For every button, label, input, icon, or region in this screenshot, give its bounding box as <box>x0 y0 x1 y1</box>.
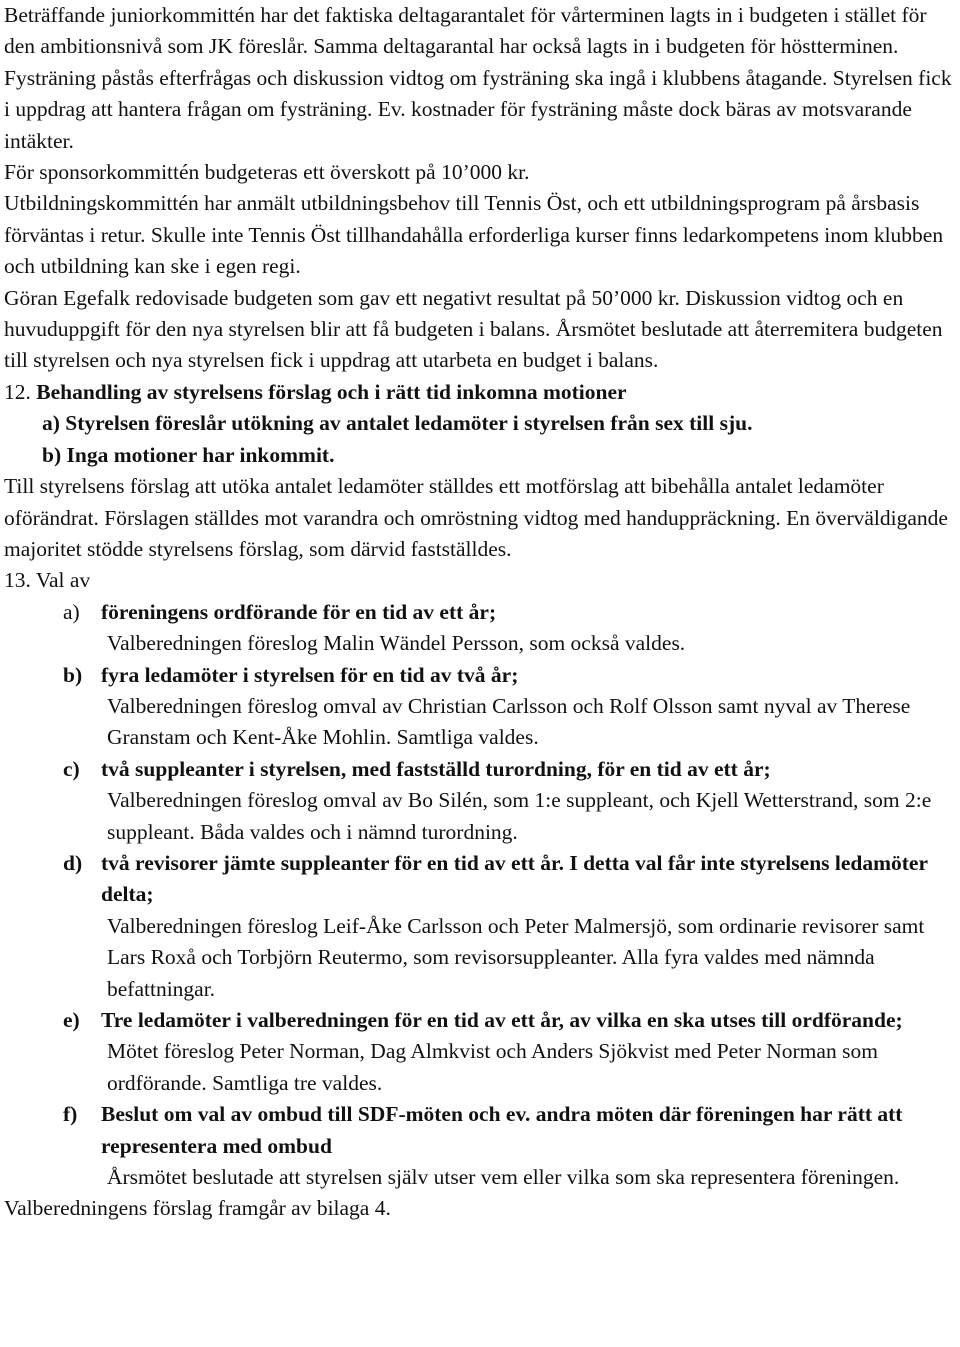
paragraph-budget-result: Göran Egefalk redovisade budgeten som gav ett negativt resultat på 50’000 kr. Diskussion vidtog och en huvuduppgift för den nya styrelsen blir att få budgeten i balans. Årsmötet beslutade att återremitera budgeten till styrelsen och nya styrelsen fick i uppdrag att utarbeta en budget i balans. <box>4 285 943 373</box>
item-title: två revisorer jämte suppleanter för en tid av ett år. I detta val får inte styrelsens ledamöter delta; <box>101 850 928 907</box>
section-13-heading: 13. Val av <box>4 568 91 593</box>
paragraph-education-committee: Utbildningskommittén har anmält utbildningsbehov till Tennis Öst, och ett utbildningsprogram på årsbasis förväntas i retur. Skulle inte Tennis Öst tillhandahålla erforderliga kurser finns ledarkompetens inom klubben och utbildning kan ske i egen regi. <box>4 191 944 279</box>
item-answer: Mötet föreslog Peter Norman, Dag Almkvist och Anders Sjökvist med Peter Norman som ordförande. Samtliga tre valdes. <box>107 1039 878 1095</box>
paragraph-junior-committee: Beträffande juniorkommittén har det faktiska deltagarantalet för vårterminen lagts in i budgeten i stället för den ambitionsnivå som JK föreslår. Samma deltagarantal har också lagts in i budgeten för höstterminen. Fysträning påstås efterfrågas och diskussion vidtog om fysträning ska ingå i klubbens åtagande. Styrelsen fick i uppdrag att hantera frågan om fysträning. Ev. kostnader för fysträning måste dock bäras av motsvarande intäkter. <box>4 3 952 153</box>
election-item-c <box>4 754 956 785</box>
item-letter: d) <box>63 850 83 875</box>
section-12-heading <box>4 377 956 408</box>
item-title: Beslut om val av ombud till SDF-möten och ev. andra möten där föreningen har rätt att representera med ombud <box>101 1102 903 1158</box>
election-item-a <box>4 597 956 628</box>
election-item-d <box>4 848 956 911</box>
item-title: föreningens ordförande för en tid av ett år; <box>101 599 497 624</box>
item-letter: e) <box>63 1008 80 1032</box>
item-answer: Valberedningen föreslog omval av Christian Carlsson och Rolf Olsson samt nyval av Therese Granstam och Kent-Åke Mohlin. Samtliga valdes. <box>107 693 911 750</box>
item-title: två suppleanter i styrelsen, med fastställd turordning, för en tid av ett år; <box>101 756 771 781</box>
item-letter: a) <box>63 599 80 624</box>
item-title: fyra ledamöter i styrelsen för en tid av två år; <box>101 662 519 687</box>
item-letter: b) <box>63 662 83 687</box>
paragraph-sponsor-committee: För sponsorkommittén budgeteras ett överskott på 10’000 kr. <box>4 160 530 185</box>
item-letter: c) <box>63 756 80 781</box>
section-12-title: Behandling av styrelsens förslag och i rätt tid inkomna motioner <box>36 379 627 404</box>
section-12-sub-a: a) Styrelsen föreslår utökning av antalet ledamöter i styrelsen från sex till sju. <box>42 411 753 436</box>
election-item-b <box>4 660 956 691</box>
item-answer: Valberedningen föreslog Leif-Åke Carlsson och Peter Malmersjö, som ordinarie revisorer samt Lars Roxå och Torbjörn Reutermo, som revisorsuppleanter. Alla fyra valdes med nämnda befattningar. <box>107 913 925 1001</box>
item-letter: f) <box>63 1102 78 1127</box>
section-12-number: 12. <box>4 379 31 404</box>
closing-note: Valberedningens förslag framgår av bilaga 4. <box>4 1196 391 1221</box>
item-answer: Årsmötet beslutade att styrelsen själv utser vem eller vilka som ska representera föreningen. <box>107 1165 900 1190</box>
item-answer: Valberedningen föreslog omval av Bo Silén, som 1:e suppleant, och Kjell Wetterstrand, som 2:e suppleant. Båda valdes och i nämnd turordning. <box>107 788 932 844</box>
election-item-e <box>4 1005 956 1036</box>
section-12-body: Till styrelsens förslag att utöka antalet ledamöter ställdes ett motförslag att bibehålla antalet ledamöter oförändrat. Förslagen ställdes mot varandra och omröstning vidtog med handuppräckning. En överväldigande majoritet stödde styrelsens förslag, som därvid fastställdes. <box>4 474 948 561</box>
section-12-sub-b: b) Inga motioner har inkommit. <box>42 442 335 467</box>
item-title: Tre ledamöter i valberedningen för en tid av ett år, av vilka en ska utses till ordförande; <box>101 1008 903 1032</box>
election-item-f <box>4 1099 956 1162</box>
item-answer: Valberedningen föreslog Malin Wändel Persson, som också valdes. <box>107 631 686 656</box>
